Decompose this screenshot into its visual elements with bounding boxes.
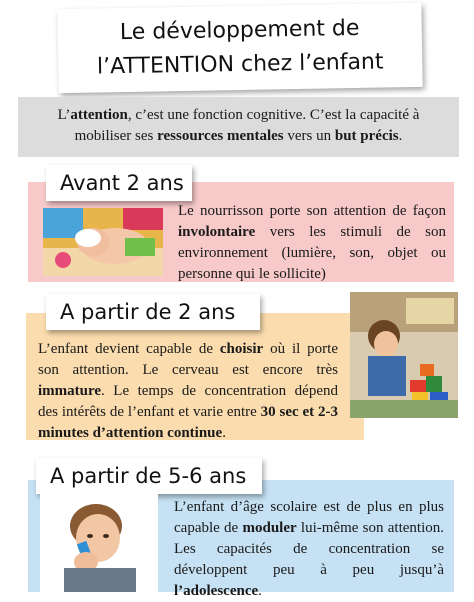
intro-text: . xyxy=(398,128,403,144)
section-from-2-text xyxy=(38,339,338,444)
title-line-2: l’ATTENTION chez l’enfant xyxy=(96,49,384,80)
intro-bold-attention: attention xyxy=(70,107,128,123)
body-text: où il porte son attention. Le cerveau est encore très xyxy=(38,341,338,378)
section-before-2-text xyxy=(178,201,446,285)
intro-text: L’ xyxy=(57,107,71,123)
section-label-from-2 xyxy=(46,294,260,330)
title-card xyxy=(57,3,422,93)
intro-definition xyxy=(18,97,459,157)
label-text: Avant 2 ans xyxy=(60,171,184,195)
bold-involuntary: involontaire xyxy=(178,224,256,240)
body-text: L’enfant devient capable de xyxy=(38,341,220,357)
schoolboy-photo xyxy=(40,492,158,592)
intro-bold-resources: ressources mentales xyxy=(157,128,284,144)
bold-choose: choisir xyxy=(219,341,264,357)
bold-adolescence: l’adolescence xyxy=(174,583,259,599)
body-text: lui-même son attention. Les capacités de concentration se développent peu à peu jusqu’à xyxy=(174,520,444,578)
body-text: . xyxy=(222,425,226,441)
section-label-from-5-6 xyxy=(36,458,262,494)
section-from-5-6-text xyxy=(174,497,444,602)
title-line-1: Le développement de xyxy=(119,15,360,46)
intro-text: vers un xyxy=(283,128,335,144)
bold-duration: 30 sec et 2-3 minutes d’attention continue xyxy=(38,404,338,441)
bold-modulate: moduler xyxy=(242,520,297,536)
body-text: L’enfant d’âge scolaire est de plus en plus capable de xyxy=(174,499,444,536)
intro-bold-goal: but précis xyxy=(334,128,399,144)
section-label-before-2 xyxy=(46,165,192,201)
intro-text: , c’est une fonction cognitive. C’est la capacité à mobiliser ses xyxy=(74,107,420,144)
body-text: . xyxy=(258,583,262,599)
label-text: A partir de 2 ans xyxy=(60,300,236,324)
bold-immature: immature xyxy=(38,383,102,399)
body-text: . Le temps de concentration dépend des intérêts de l’enfant et varie entre xyxy=(38,383,338,420)
body-text: vers les stimuli de son environnement (lumière, son, objet ou personne qui le sollicite) xyxy=(178,224,446,282)
label-text: A partir de 5-6 ans xyxy=(50,464,247,488)
baby-photo xyxy=(43,208,163,276)
body-text: Le nourrisson porte son attention de façon xyxy=(178,203,446,219)
toddler-blocks-photo xyxy=(350,292,458,418)
